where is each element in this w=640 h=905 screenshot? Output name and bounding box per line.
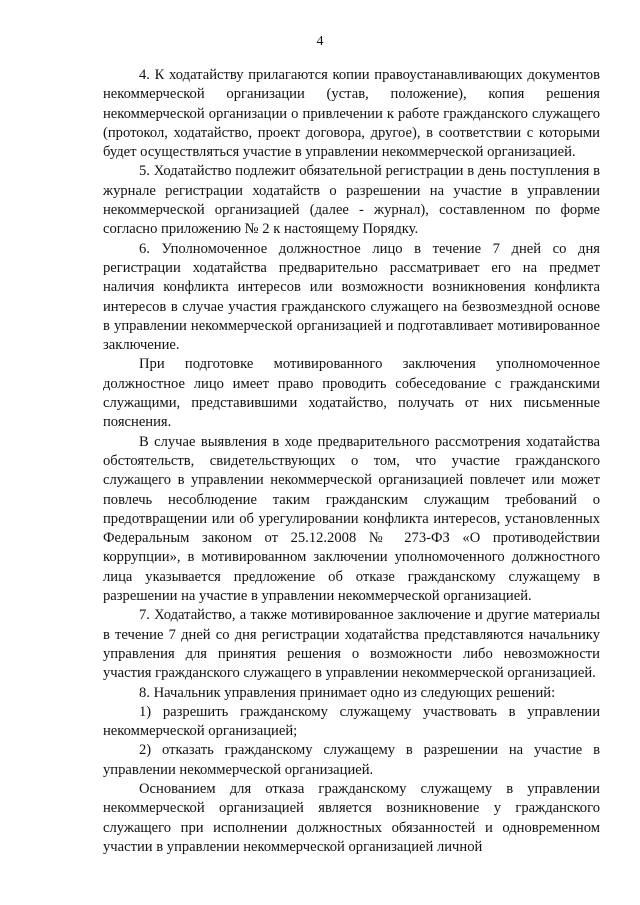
paragraph-item-4-attachments: 4. К ходатайству прилагаются копии правоустанавливающих документов некоммерческой организации (устав, положение), копия решения некоммерческой организации о привлечении к работе гражданского служащего (протокол, ходатайство, проект договора, другое), в соответствии с которыми будет осуществляться участие в управлении некоммерческой организацией.	[103, 67, 600, 161]
paragraph-item-5-registration: 5. Ходатайство подлежит обязательной регистрации в день поступления в журнале регистрации ходатайств о разрешении на участие в управлении некоммерческой организацией (далее - журнал), составленном по форме согласно приложению № 2 к настоящему Порядку.	[103, 163, 600, 238]
paragraph-conflict-case: В случае выявления в ходе предварительного рассмотрения ходатайства обстоятельств, свидетельствующих о том, что участие гражданского служащего в управлении некоммерческой организацией повлечет или может повлечь несоблюдение таким гражданским служащим требований о предотвращении или об урегулировании конфликта интересов, установленных Федеральным законом от 25.12.2008 № 273-ФЗ «О противодействии коррупции», в мотивированном заключении уполномоченного должностного лица указывается предложение об отказе гражданскому служащему в разрешении на участие в управлении некоммерческой организацией.	[103, 433, 600, 605]
paragraph-item-6-review: 6. Уполномоченное должностное лицо в течение 7 дней со дня регистрации ходатайства предварительно рассматривает его на предмет наличия конфликта интересов или возможности возникновения конфликта интересов в случае участия гражданского служащего на безвозмездной основе в управлении некоммерческой организацией и подготавливает мотивированное заключение.	[103, 240, 600, 354]
paragraph-decision-allow: 1) разрешить гражданскому служащему участвовать в управлении некоммерческой организацией;	[103, 703, 600, 740]
page-number: 4	[316, 34, 324, 49]
paragraph-item-7-submission: 7. Ходатайство, а также мотивированное заключение и другие материалы в течение 7 дней со дня регистрации ходатайства представляются начальнику управления для принятия решения о возможности либо невозможности участия гражданского служащего в управлении некоммерческой организацией.	[103, 607, 600, 682]
paragraph-refusal-basis: Основанием для отказа гражданскому служащему в управлении некоммерческой организацией является возникновение у гражданского служащего при исполнении должностных обязанностей и одновременном участии в управлении некоммерческой организацией личной	[103, 780, 600, 855]
paragraph-item-8-decisions: 8. Начальник управления принимает одно из следующих решений:	[139, 684, 556, 701]
paragraph-interview-right: При подготовке мотивированного заключения уполномоченное должностное лицо имеет право проводить собеседование с гражданскими служащими, представившими ходатайство, получать от них письменные пояснения.	[103, 356, 600, 431]
paragraph-decision-refuse: 2) отказать гражданскому служащему в разрешении на участие в управлении некоммерческой организацией.	[103, 742, 600, 778]
document-body	[103, 66, 600, 857]
